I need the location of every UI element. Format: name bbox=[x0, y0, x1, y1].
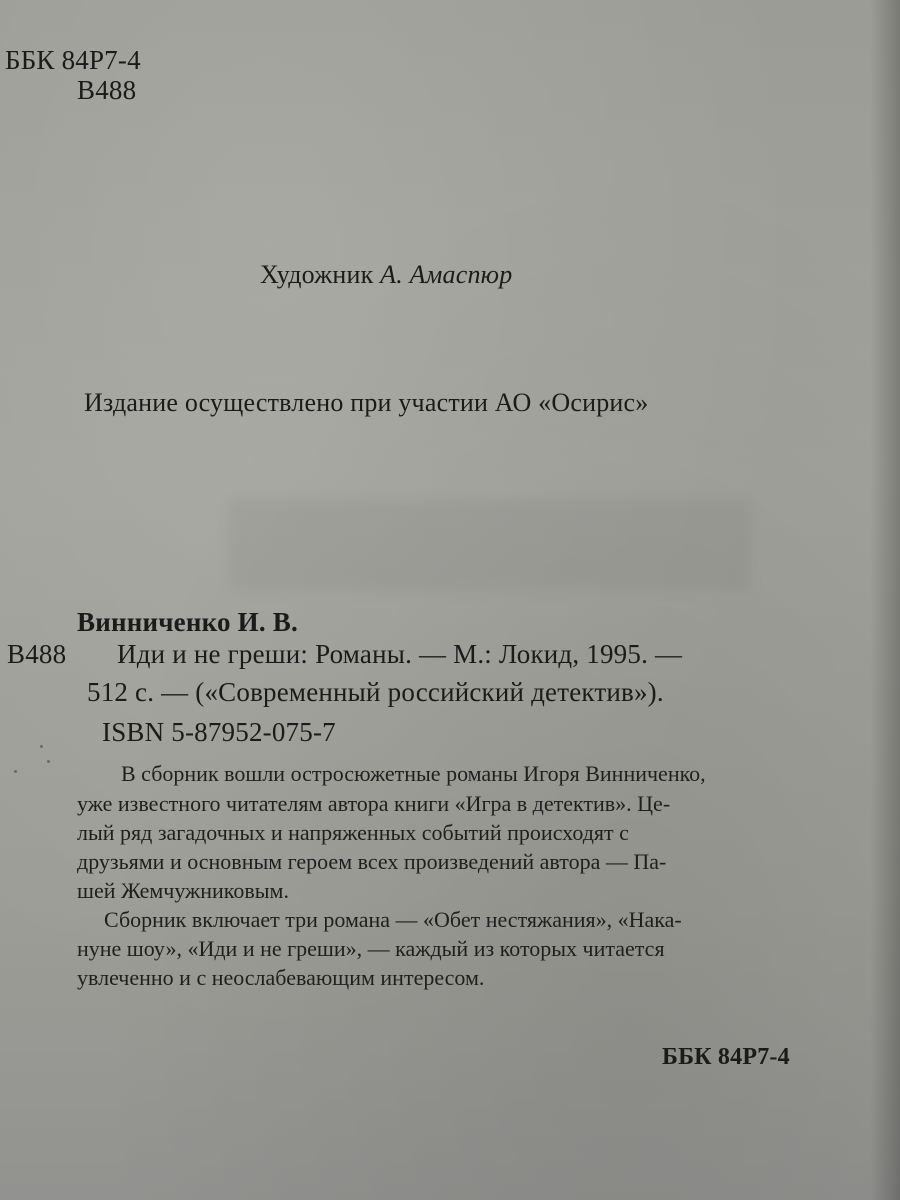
author-code-top: В488 bbox=[77, 75, 137, 105]
annotation-line: друзьями и основным героем всех произведений автора — Па- bbox=[77, 849, 667, 874]
annotation-line: Сборник включает три романа — «Обет нестяжания», «Нака- bbox=[104, 907, 682, 932]
artist-credit bbox=[260, 258, 512, 292]
isbn: ISBN 5-87952-075-7 bbox=[102, 717, 336, 747]
annotation-line: лый ряд загадочных и напряженных событий происходят с bbox=[77, 820, 629, 845]
paper-speck bbox=[47, 760, 50, 763]
page-edge-shadow bbox=[870, 0, 900, 1200]
catalog-author-code: В488 bbox=[7, 639, 67, 669]
bbk-classification-bottom: ББК 84Р7-4 bbox=[662, 1044, 790, 1070]
annotation-line: В сборник вошли остросюжетные романы Игоря Винниченко, bbox=[121, 761, 706, 786]
annotation-line: уже известного читателям автора книги «Игра в детектив». Це- bbox=[77, 791, 671, 816]
catalog-author: Винниченко И. В. bbox=[77, 607, 298, 637]
annotation-line: шей Жемчужниковым. bbox=[77, 878, 289, 903]
artist-name: А. Амаспюр bbox=[380, 260, 513, 289]
bibliographic-line-2: 512 с. — («Современный российский детектив»). bbox=[87, 677, 664, 707]
artist-label: Художник bbox=[260, 260, 374, 289]
paper-speck bbox=[40, 745, 43, 748]
paper-speck bbox=[14, 770, 17, 773]
annotation-line: нуне шоу», «Иди и не греши», — каждый из которых читается bbox=[77, 936, 665, 961]
bbk-classification-top: ББК 84Р7-4 bbox=[5, 45, 141, 75]
edition-note: Издание осуществлено при участии АО «Осирис» bbox=[84, 388, 649, 417]
bleed-through-shadow bbox=[230, 500, 750, 590]
annotation-line: увлеченно и с неослабевающим интересом. bbox=[77, 965, 485, 990]
bibliographic-line-1: Иди и не греши: Романы. — М.: Локид, 1995. — bbox=[117, 639, 683, 669]
